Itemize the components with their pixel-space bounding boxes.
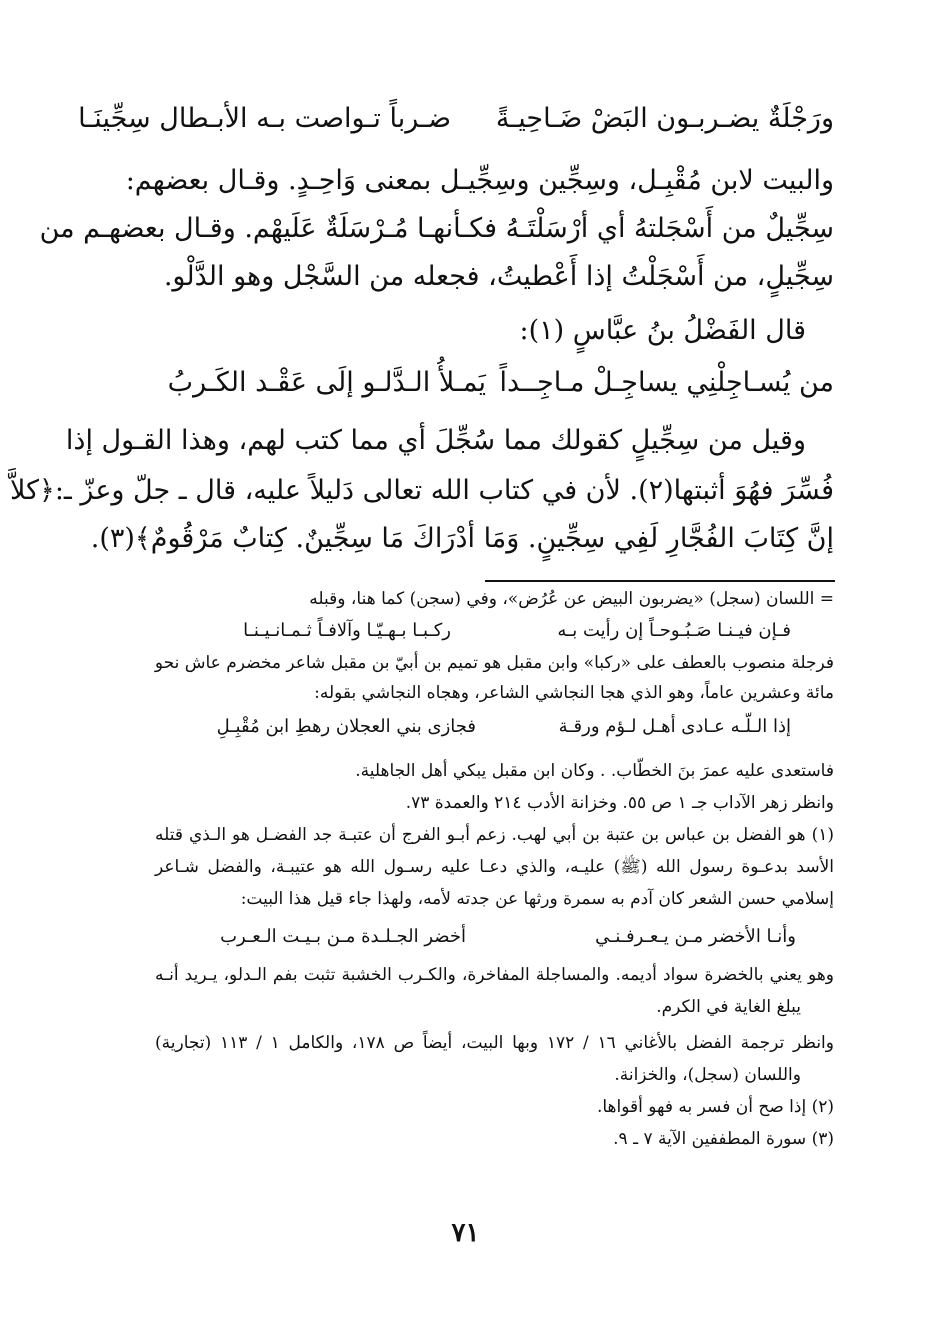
paragraph-1-line-1: والبيت لابن مُقْبِـل، وسِجِّين وسِجِّيـل بمعنى وَاحِـدٍ. وقـال بعضهم:: [125, 165, 834, 196]
footnote-verse-2-first-hemistich: إذا الـلّـه عـادى أهـل لـؤم ورقـة: [558, 716, 791, 737]
paragraph-3-line-1: وقيل من سِجِّيلٍ كقولك مما سُجِّلَ أي مما كتب لهم، وهذا القـول إذا: [65, 425, 806, 456]
footnote-1-line-6: وانظر ترجمة الفضل بالأغاني ١٦ / ١٧٢ وبها البيت، أيضاً ص ١٧٨، والكامل ١ / ١١٣ (تجارية): [155, 1033, 834, 1053]
verse-1-first-hemistich: ورَجْلَةٌ يضـربـون البَضْ ضَـاحِيـةً: [495, 103, 834, 134]
paragraph-1-line-3: سِجِّيلٍ، من أَسْجَلْتُ إذا أَعْطيتُ، فجعله من السَّجْل وهو الدَّلْو.: [163, 261, 834, 292]
footnote-verse-1-second-hemistich: ركـبـا بـهـيّـا وآلافـاً ثـمـانـيـنـا: [243, 620, 451, 641]
paragraph-3-line-2: فُسِّرَ فهُوَ أثبتها(٢). لأن في كتاب الله تعالى دَليلاً عليه، قال ـ جلّ وعزّ ـ:﴿كلاَّ: [10, 475, 834, 506]
footnote-1-verse-second-hemistich: أخضر الجـلـدة مـن بـيـت الـعـرب: [220, 926, 466, 947]
paragraph-2-line-1: قال الفَضْلُ بنُ عبَّاسٍ (١):: [519, 315, 806, 346]
footnote-1-line-1: (١) هو الفضل بن عباس بن عتبة بن أبي لهب. زعم أبـو الفرج أن عتبـة جد الفضـل هو الـذي قتله: [155, 825, 834, 845]
footnote-verse-1-first-hemistich: فـإن فيـنـا صَـبُـوحـاً إن رأيت بـه: [557, 620, 791, 641]
footnote-verse-2-second-hemistich: فجازى بني العجلان رهطِ ابن مُقْبِـلِ: [216, 716, 476, 737]
footnote-2: (٢) إذا صح أن فسر به فهو أقواها.: [596, 1097, 834, 1117]
footnote-1-line-3: إسلامي حسن الشعر كان آدم به سمرة ورثها عن جدته لأمه، ولهذا جاء قيل هذا البيت:: [240, 889, 834, 909]
footnote-continuation-line-5: وانظر زهر الآداب جـ ١ ص ٥٥. وخزانة الأدب ٢١٤ والعمدة ٧٣.: [405, 793, 834, 813]
footnote-continuation-line-4: فاستعدى عليه عمرَ بنَ الخطّاب. . وكان ابن مقبل يبكي أهل الجاهلية.: [355, 761, 834, 781]
verse-2-first-hemistich: من يُسـاجِلْنِي يساجِـلْ مـاجِــداً: [499, 367, 834, 398]
paragraph-1-line-2: سِجِّيلٌ من أَسْجَلتهُ أي أرْسَلْتَـهُ فكـأنهـا مُـرْسَلَةٌ عَلَيهْم. وقـال بعضهـم من: [39, 213, 834, 244]
footnote-continuation-line-1: = اللسان (سجل) «يضربون البيض عن عُرُض»، وفي (سجن) كما هنا، وقبله: [309, 589, 834, 609]
footnote-1-line-2: الأسد بدعـوة رسول الله (ﷺ) عليـه، والذي دعـا عليه رسـول الله هو عتيبـة، والفضل شـاعر: [155, 857, 834, 877]
footnote-1-line-4: وهو يعني بالخضرة سواد أديمه. والمساجلة المفاخرة، والكـرب الخشبة تثبت بفم الـدلو، يـريد أنـه: [155, 965, 834, 985]
page-number: ٧١: [451, 1218, 480, 1248]
footnote-continuation-line-2: فرجلة منصوب بالعطف على «ركبا» وابن مقبل هو تميم بن أبيّ بن مقبل شاعر مخضرم عاش نحو: [154, 653, 834, 673]
footnote-1-line-5: يبلغ الغاية في الكرم.: [656, 997, 801, 1017]
footnote-continuation-line-3: مائة وعشرين عاماً، وهو الذي هجا النجاشي الشاعر، وهجاه النجاشي بقوله:: [314, 683, 834, 703]
footnote-1-line-7: واللسان (سجل)، والخزانة.: [614, 1065, 801, 1085]
paragraph-3-line-3: إنَّ كِتَابَ الفُجَّارِ لَفِي سِجِّينٍ. وَمَا أدْرَاكَ مَا سِجِّينٌ. كِتابٌ مَرْقُومٌ﴾(٣).: [90, 523, 834, 554]
verse-2-second-hemistich: يَمـلأُ الـدَّلـو إلَى عَقْـد الكَـربُ: [167, 367, 486, 398]
verse-1-second-hemistich: ضـرباً تـواصت بـه الأبـطال سِجِّينَـا: [78, 103, 451, 134]
footnote-1-verse-first-hemistich: وأنـا الأخضر مـن يـعـرفـنـي: [595, 926, 796, 947]
footnote-3: (٣) سورة المطففين الآية ٧ ـ ٩.: [613, 1129, 834, 1149]
footnote-separator: [485, 580, 835, 582]
